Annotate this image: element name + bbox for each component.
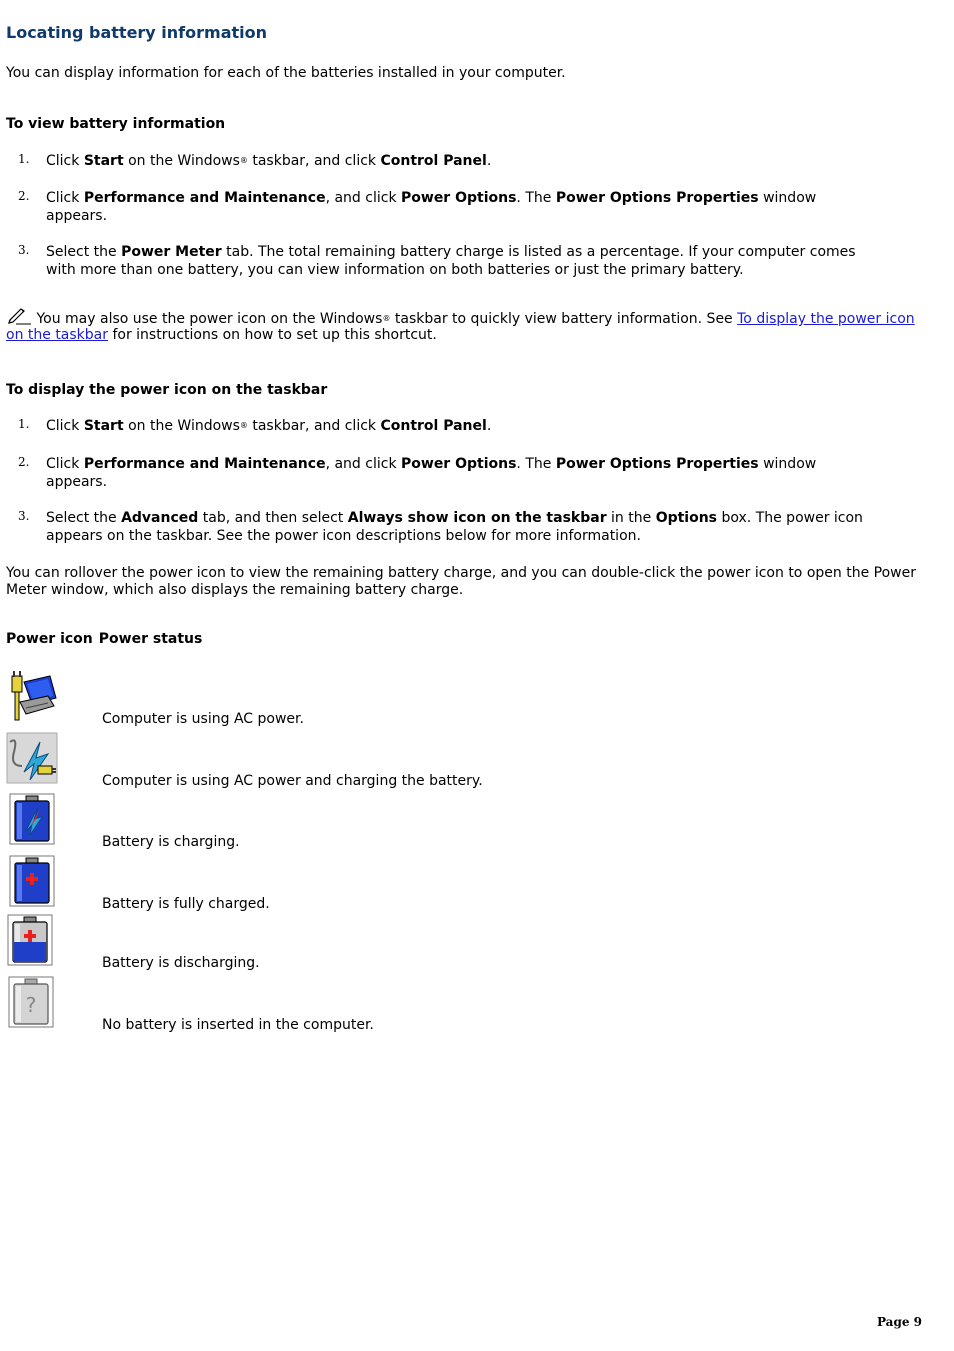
text-run: . The bbox=[516, 190, 556, 206]
text-run: Click bbox=[46, 456, 84, 472]
intro-paragraph: You can display information for each of the batteries installed in your computer. bbox=[6, 65, 566, 81]
step-text bbox=[46, 152, 886, 170]
page-number: Page 9 bbox=[876, 1315, 922, 1329]
bold-term: Power Meter bbox=[121, 244, 222, 260]
text-run: box. The power icon appears on the taskbar. See the power icon descriptions below for more information. bbox=[46, 510, 863, 544]
battery-discharging-icon bbox=[6, 914, 58, 966]
battery-full-icon bbox=[6, 855, 58, 907]
power-status-text: Computer is using AC power. bbox=[102, 711, 304, 727]
bold-term: Power Options bbox=[401, 456, 517, 472]
text-run: taskbar, and click bbox=[247, 153, 381, 169]
step-text bbox=[46, 509, 906, 545]
note-pencil-icon bbox=[6, 308, 32, 326]
bold-term: Control Panel bbox=[380, 418, 487, 434]
step-number: 3. bbox=[18, 243, 30, 257]
step-text bbox=[46, 243, 871, 279]
text-run: tab, and then select bbox=[198, 510, 348, 526]
step-number: 2. bbox=[18, 455, 30, 469]
bold-term: Start bbox=[83, 153, 124, 169]
step-number: 2. bbox=[18, 189, 30, 203]
bold-term: Performance and Maintenance bbox=[83, 456, 326, 472]
text-run: window appears. bbox=[46, 190, 817, 224]
text-run: taskbar to quickly view battery information. See bbox=[390, 311, 738, 327]
rollover-paragraph: You can rollover the power icon to view the remaining battery charge, and you can double-click the power icon to open the Power Meter window, which also displays the remaining battery charge. bbox=[6, 565, 916, 598]
text-run: Click bbox=[46, 153, 84, 169]
registered-mark: ® bbox=[239, 156, 248, 165]
power-status-text: Battery is charging. bbox=[102, 834, 240, 850]
bold-term: Power Options Properties bbox=[555, 456, 759, 472]
text-run: window appears. bbox=[46, 456, 817, 490]
bold-term: Options bbox=[655, 510, 718, 526]
text-run: You may also use the power icon on the Windows bbox=[32, 311, 383, 327]
registered-mark: ® bbox=[382, 314, 391, 323]
step-number: 1. bbox=[18, 417, 30, 431]
step-text bbox=[46, 455, 846, 491]
step-number: 3. bbox=[18, 509, 30, 523]
text-run: , and click bbox=[325, 190, 401, 206]
battery-charging-icon bbox=[6, 793, 58, 845]
step-text bbox=[46, 189, 846, 225]
table-row bbox=[6, 976, 906, 1032]
svg-text:?: ? bbox=[25, 993, 37, 1017]
bold-term: Advanced bbox=[121, 510, 199, 526]
ac-plug-laptop-icon bbox=[6, 670, 58, 722]
power-status-text: No battery is inserted in the computer. bbox=[102, 1017, 374, 1033]
text-run: Click bbox=[46, 190, 84, 206]
page-title: Locating battery information bbox=[6, 23, 268, 42]
text-run: Select the bbox=[46, 244, 122, 260]
bold-term: Power Options bbox=[401, 190, 517, 206]
text-run: , and click bbox=[325, 456, 401, 472]
text-run: for instructions on how to set up this shortcut. bbox=[108, 327, 437, 343]
no-battery-icon bbox=[6, 976, 58, 1028]
bold-term: Performance and Maintenance bbox=[83, 190, 326, 206]
bold-term: Control Panel bbox=[380, 153, 487, 169]
bold-term: Power Options Properties bbox=[555, 190, 759, 206]
text-run: Click bbox=[46, 418, 84, 434]
text-run: . The bbox=[516, 456, 556, 472]
text-run: tab. The total remaining battery charge is listed as a percentage. If your computer comes with more than one battery, you can view information on both batteries or just the primary battery. bbox=[46, 244, 856, 278]
step-number: 1. bbox=[18, 152, 30, 166]
text-run: in the bbox=[606, 510, 656, 526]
table-row bbox=[6, 732, 906, 788]
power-icon-taskbar-link[interactable]: To display the power icon on the taskbar bbox=[6, 311, 915, 343]
table-row bbox=[6, 793, 906, 849]
power-status-text: Battery is fully charged. bbox=[102, 896, 270, 912]
text-run: . bbox=[486, 418, 492, 434]
text-run: taskbar, and click bbox=[247, 418, 381, 434]
power-status-text: Battery is discharging. bbox=[102, 955, 260, 971]
step-text bbox=[46, 417, 886, 435]
bold-term: Always show icon on the taskbar bbox=[347, 510, 607, 526]
power-icon-table-header bbox=[6, 630, 208, 648]
ac-charging-icon bbox=[6, 732, 58, 784]
text-run: Select the bbox=[46, 510, 122, 526]
power-status-text: Computer is using AC power and charging the battery. bbox=[102, 773, 483, 789]
section-heading-display-power-icon: To display the power icon on the taskbar bbox=[6, 382, 328, 398]
note-paragraph bbox=[6, 308, 926, 343]
column-header-power-status: Power status bbox=[98, 631, 203, 647]
registered-mark: ® bbox=[239, 421, 248, 430]
table-row bbox=[6, 855, 906, 911]
text-run: . bbox=[486, 153, 492, 169]
column-header-power-icon: Power icon bbox=[6, 631, 93, 647]
text-run: on the Windows bbox=[123, 153, 240, 169]
table-row bbox=[6, 670, 906, 726]
table-row bbox=[6, 914, 906, 970]
text-run: on the Windows bbox=[123, 418, 240, 434]
bold-term: Start bbox=[83, 418, 124, 434]
section-heading-view-battery: To view battery information bbox=[6, 116, 226, 132]
